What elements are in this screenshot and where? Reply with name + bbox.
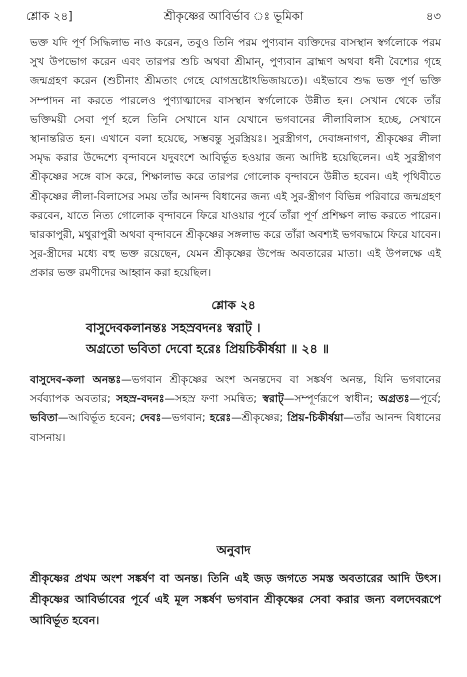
page-number: ৪৩ xyxy=(426,9,441,23)
synonyms-paragraph xyxy=(30,371,441,448)
synonym-term: হরেঃ xyxy=(209,412,232,425)
synonym-term: অগ্রতঃ xyxy=(378,393,410,406)
synonym-term: ভবিতা xyxy=(30,412,58,425)
synonym-meaning: —সম্পূর্ণরূপে স্বাধীন; xyxy=(283,393,379,406)
translation-heading: অনুবাদ xyxy=(216,543,251,557)
synonym-term: স্বরাট্ xyxy=(262,393,284,406)
synonym-term: সহস্র-বদনঃ xyxy=(116,393,165,406)
synonym-meaning: —তাঁর আনন্দ বিধানের বাসনায়। xyxy=(30,412,441,444)
synonym-term: বাসুদেব-কলা অনন্তঃ xyxy=(30,374,122,386)
synonym-meaning: —সহস্র ফণা সমন্বিত; xyxy=(164,393,263,406)
purport-paragraph: ভক্ত যদি পূর্ণ সিদ্ধিলাভ নাও করেন, তবুও তিনি পরম পুণ্যবান ব্যক্তিদের বাসস্থান স্বর্গলোকে পরম সুখ উপভোগ করেন এবং তারপর শুচি অথবা শ্রীমান্, পুণ্যবান ব্রাহ্মণ অথবা ধনী বৈশ্যের গৃহে জন্মগ্রহণ করেন (শুচীনাং শ্রীমতাং গেহে যোগভ্রষ্টোঽভিজায়তে)। এইভাবে শুদ্ধ ভক্ত পূর্ণ ভক্তি সম্পাদন না করতে পারলেও পুণ্যাত্মাদের বাসস্থান স্বর্গলোকে উন্নীত হন। সেখান থেকে তাঁর ভক্তিময়ী সেবা পূর্ণ হলে তিনি সেখানে যান যেখানে ভগবানের লীলাবিলাস হচ্ছে, সেখানে স্থানান্তরিত হন। এখানে বলা হয়েছে, সম্ভবন্তু সুরস্ত্রিয়ঃ। সুরস্ত্রীগণ, দেবাঙ্গনাগণ, শ্রীকৃষ্ণের লীলা সমৃদ্ধ করার উদ্দেশ্যে বৃন্দাবনে যদুবংশে আবির্ভূত হওয়ার জন্য আদিষ্ট হয়েছিলেন। এই সুরস্ত্রীগণ শ্রীকৃষ্ণের সঙ্গে বাস করে, শিক্ষালাভ করে তারপর গোলোক বৃন্দাবনে উন্নীত হবেন। এই পৃথিবীতে শ্রীকৃষ্ণের লীলা-বিলাসের সময় তাঁর আনন্দ বিধানের জন্য এই সুর-স্ত্রীগণ বিভিন্ন পরিবারে জন্মগ্রহণ করবেন, যাতে নিত্য গোলোক বৃন্দাবনে ফিরে যাওয়ার পূর্বে তাঁরা পূর্ণ প্রশিক্ষণ লাভ করতে পারেন। দ্বারকাপুরী, মথুরাপুরী অথবা বৃন্দাবনে শ্রীকৃষ্ণের সঙ্গলাভ করে তাঁরা অবশ্যই ভগবদ্ধামে ফিরে যাবেন। সুর-স্ত্রীদের মধ্যে বহু ভক্ত রয়েছেন, যেমন শ্রীকৃষ্ণের উপেন্দ্র অবতারের মাতা। এই উপলক্ষে এই প্রকার ভক্ত রমণীদের আহ্বান করা হয়েছিল। xyxy=(30,37,441,280)
synonym-meaning: —আবির্ভূত হবেন; xyxy=(57,412,140,425)
synonym-meaning: —পূর্বে; xyxy=(409,393,441,406)
verse-line-1: বাসুদেবকলানন্তঃ সহস্রবদনঃ স্বরাট্ । xyxy=(86,320,261,335)
synonym-meaning: —ভগবান; xyxy=(161,412,210,425)
verse-title: শ্লোক ২৪ xyxy=(211,298,256,312)
synonym-meaning: —শ্রীকৃষ্ণের; xyxy=(231,412,288,425)
synonym-meaning: —ভগবান শ্রীকৃষ্ণের অংশ অনন্তদেব বা সঙ্কর্ষণ অনন্ত, যিনি ভগবানের সর্বব্যাপক অবতার; xyxy=(30,374,441,406)
verse-line-2: অগ্রতো ভবিতা দেবো হরেঃ প্রিয়চিকীর্ষয়া ॥ ২৪ ॥ xyxy=(86,341,329,356)
page-header xyxy=(26,8,441,26)
translation-paragraph: শ্রীকৃষ্ণের প্রথম অংশ সঙ্কর্ষণ বা অনন্ত। তিনি এই জড় জগতে সমস্ত অবতারের আদি উৎস। শ্রীকৃষ্ণের আবির্ভাবের পূর্বে এই মূল সঙ্কর্ষণ ভগবান শ্রীকৃষ্ণের সেবা করার জন্য বলদেবরূপে আবির্ভূত হবেন। xyxy=(30,572,441,627)
header-verse-ref: শ্লোক ২৪] xyxy=(26,9,73,23)
header-chapter-title: শ্রীকৃষ্ণের আবির্ভাব ঃ ভূমিকা xyxy=(163,9,304,23)
synonym-term: প্রিয়-চিকীর্ষয়া xyxy=(287,412,344,425)
synonym-term: দেবঃ xyxy=(139,412,162,425)
